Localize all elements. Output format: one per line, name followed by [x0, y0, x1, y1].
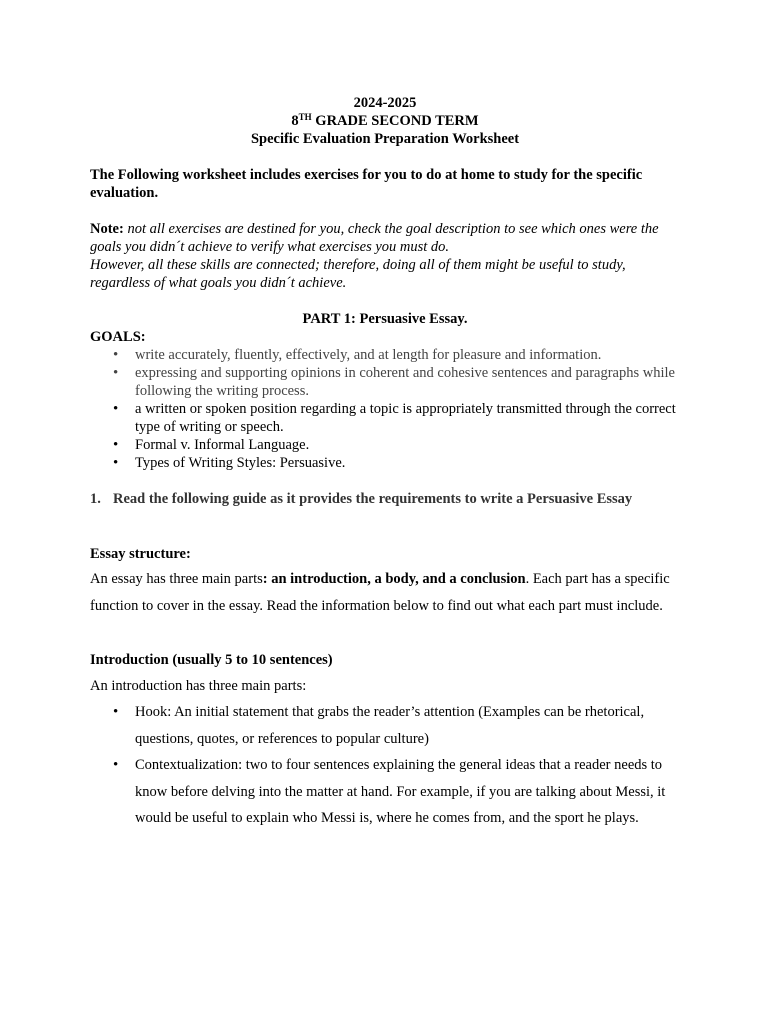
document-subtitle: Specific Evaluation Preparation Worksheet [250, 131, 520, 147]
goals-label: GOALS: [90, 329, 146, 345]
goal-item: • Types of Writing Styles: Persuasive. [135, 454, 680, 472]
goal-item: • a written or spoken position regarding a topic is appropriately transmitted through the correct type of writing or speech. [135, 400, 680, 436]
goals-list [90, 346, 680, 472]
introduction-item-hook: • Hook: An initial statement that grabs the reader’s attention (Examples can be rhetorical, questions, quotes, or references to popular culture) [135, 699, 680, 752]
essay-structure-paragraph [90, 566, 680, 620]
note-label: Note: [90, 221, 124, 237]
introduction-heading: Introduction (usually 5 to 10 sentences) [90, 652, 333, 668]
goal-item: • write accurately, fluently, effectively, and at length for pleasure and information. [135, 346, 680, 364]
introduction-item-contextualization: • Contextualization: two to four sentences explaining the general ideas that a reader needs to know before delving into the matter at hand. For example, if you are talking about Messi, it would be useful to explain who Messi is, where he comes from, and the sport he plays. [135, 752, 680, 832]
essay-text-bold: : an introduction, a body, and a conclusion [262, 571, 526, 587]
grade-number: 8 [291, 113, 299, 129]
document-header [90, 94, 680, 148]
goal-item: • Formal v. Informal Language. [135, 436, 680, 454]
intro-paragraph: The Following worksheet includes exercises for you to do at home to study for the specific evaluation. [90, 167, 643, 201]
exercise-1 [90, 490, 680, 508]
exercise-number: 1. [90, 491, 101, 507]
essay-text-after: . Each part has a specific function to cover in the essay. Read the information below to find out what each part must include. [90, 571, 670, 614]
goal-item: • expressing and supporting opinions in coherent and cohesive sentences and paragraphs while following the writing process. [135, 364, 680, 400]
note-text: not all exercises are destined for you, check the goal description to see which ones were the goals you didn´t achieve to verify what exercises you must do. [90, 221, 659, 255]
note-text-2: However, all these skills are connected; therefore, doing all of them might be useful to study, regardless of what goals you didn´t achieve. [90, 257, 626, 291]
part1-title: PART 1: Persuasive Essay. [302, 311, 468, 327]
note-paragraph [90, 220, 680, 256]
introduction-lead: An introduction has three main parts: [90, 678, 307, 694]
grade-term-text: GRADE SECOND TERM [311, 113, 479, 129]
essay-text-before: An essay has three main parts [90, 571, 263, 587]
document-page [90, 94, 680, 832]
essay-structure-heading: Essay structure: [90, 546, 191, 562]
school-year: 2024-2025 [353, 95, 417, 111]
grade-superscript: TH [298, 112, 312, 122]
grade-term [90, 112, 680, 130]
introduction-list [90, 699, 680, 832]
exercise-text: Read the following guide as it provides the requirements to write a Persuasive Essay [113, 491, 633, 507]
